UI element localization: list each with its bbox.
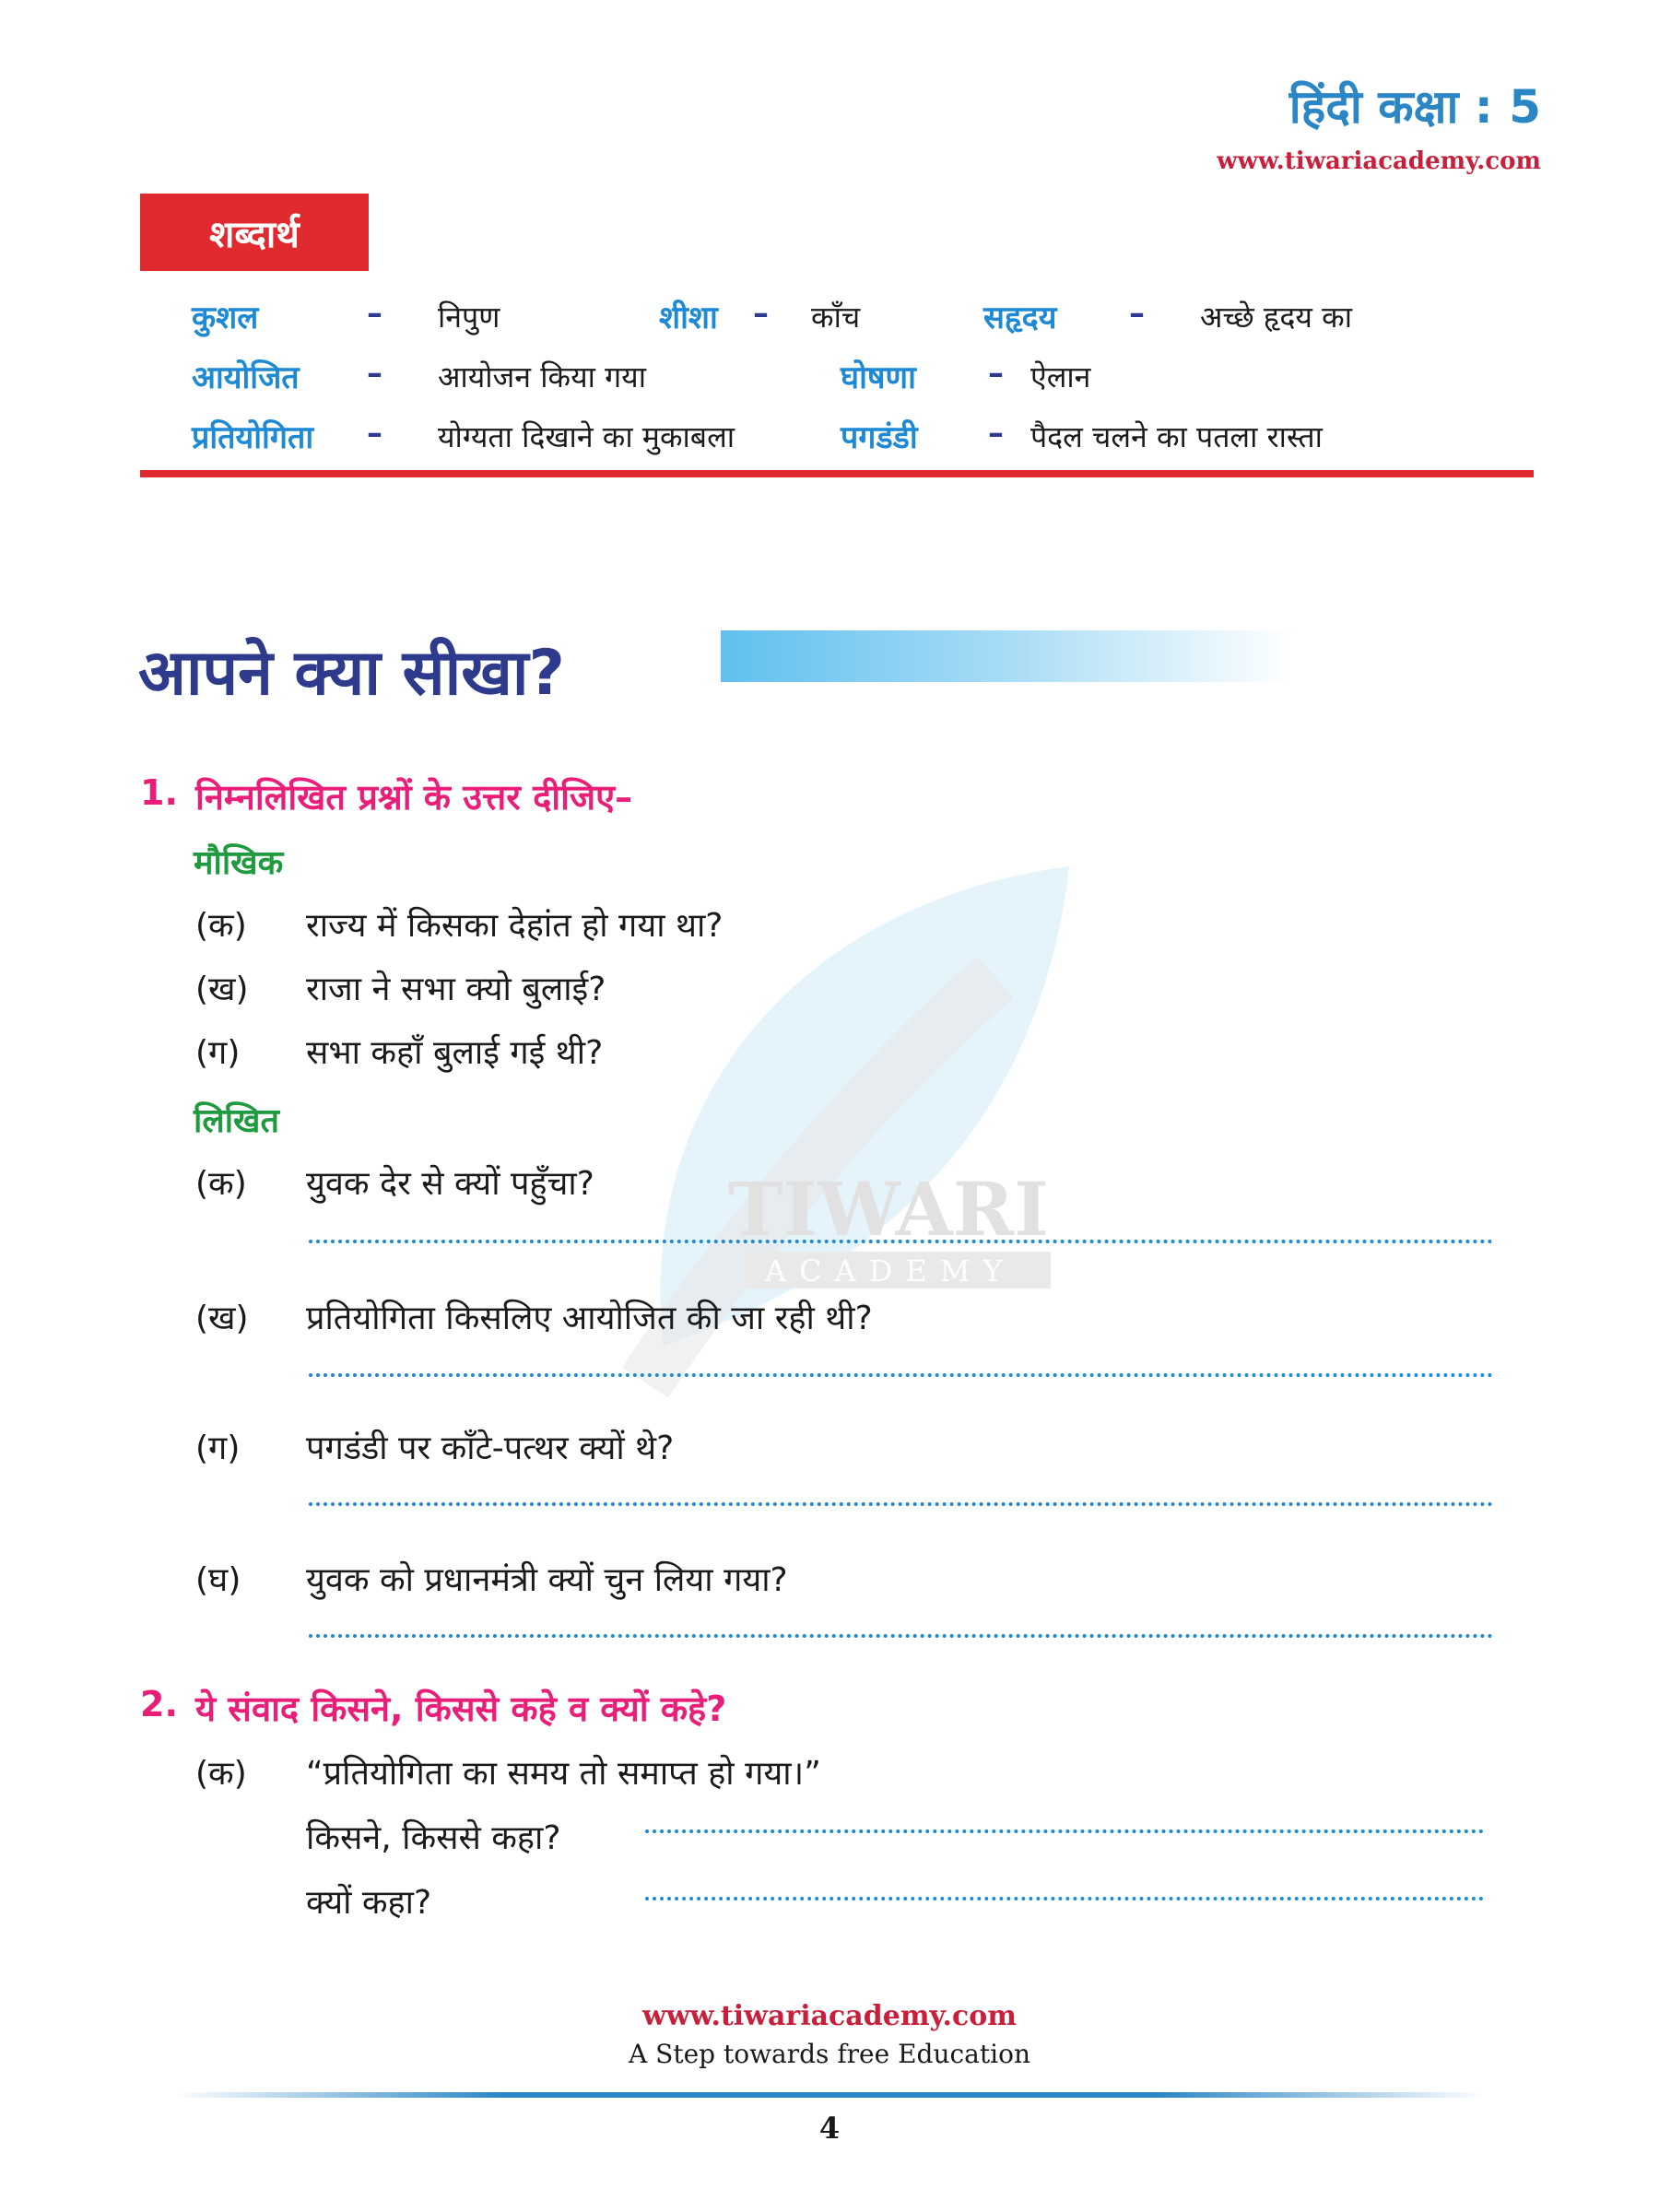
watermark-sub: ACADEMY — [765, 1253, 1016, 1288]
glossary-dash: – — [988, 355, 1004, 392]
watermark-brand: TIWARI — [728, 1166, 1049, 1253]
glossary-meaning: आयोजन किया गया — [438, 359, 646, 394]
section-title-bar — [721, 630, 1292, 682]
glossary-term: कुशल — [192, 300, 259, 336]
glossary-meaning: पैदल चलने का पतला रास्ता — [1030, 419, 1323, 454]
glossary-term: शीशा — [659, 300, 718, 336]
who-to-whom-prompt: किसने, किससे कहा? — [306, 1819, 561, 1857]
oral-question-text: राज्य में किसका देहांत हो गया था? — [306, 907, 724, 945]
written-question-text: युवक देर से क्यों पहुँचा? — [306, 1165, 594, 1203]
header-website[interactable]: www.tiwariacademy.com — [1217, 147, 1541, 175]
answer-line[interactable] — [309, 1240, 1493, 1243]
glossary-dash: – — [367, 295, 382, 332]
glossary-meaning: निपुण — [438, 300, 500, 335]
glossary-dash: – — [988, 415, 1004, 452]
glossary-dash: – — [1129, 295, 1145, 332]
glossary-term: पगडंडी — [841, 419, 918, 456]
written-question-label: (ग) — [195, 1430, 241, 1467]
written-question-label: (ख) — [195, 1300, 249, 1337]
glossary-dash: – — [753, 295, 769, 332]
question-2-text: ये संवाद किसने, किससे कहे व क्यों कहे? — [195, 1688, 727, 1729]
glossary-term: घोषणा — [841, 359, 916, 396]
written-question-label: (क) — [195, 1165, 247, 1203]
glossary-term: आयोजित — [192, 359, 300, 396]
dialogue-label: (क) — [195, 1755, 247, 1793]
class-title: हिंदी कक्षा : 5 — [1288, 80, 1541, 134]
glossary-dash: – — [367, 415, 382, 452]
section-title: आपने क्या सीखा? — [138, 637, 565, 710]
footer-website[interactable]: www.tiwariacademy.com — [641, 2000, 1018, 2032]
page-number: 4 — [818, 2111, 841, 2146]
answer-line[interactable] — [309, 1634, 1493, 1638]
answer-line[interactable] — [309, 1373, 1493, 1377]
written-question-text: युवक को प्रधानमंत्री क्यों चुन लिया गया? — [306, 1561, 788, 1599]
footer-tagline: A Step towards free Education — [629, 2039, 1030, 2069]
written-heading: लिखित — [194, 1102, 280, 1140]
answer-line[interactable] — [645, 1897, 1484, 1900]
oral-question-label: (ग) — [195, 1034, 241, 1072]
written-question-text: पगडंडी पर काँटे-पत्थर क्यों थे? — [306, 1430, 675, 1467]
answer-line[interactable] — [309, 1502, 1493, 1506]
oral-question-text: राजा ने सभा क्यो बुलाई? — [306, 971, 606, 1008]
answer-line[interactable] — [645, 1830, 1484, 1833]
written-question-text: प्रतियोगिता किसलिए आयोजित की जा रही थी? — [306, 1300, 873, 1337]
glossary-term: सहृदय — [983, 300, 1057, 336]
question-1-number: 1. — [140, 772, 178, 813]
written-question-label: (घ) — [195, 1561, 241, 1599]
question-1-text: निम्नलिखित प्रश्नों के उत्तर दीजिए– — [195, 777, 633, 818]
why-prompt: क्यों कहा? — [306, 1884, 432, 1922]
question-2-number: 2. — [140, 1684, 178, 1724]
glossary-heading: शब्दार्थ — [140, 194, 369, 271]
oral-question-text: सभा कहाँ बुलाई गई थी? — [306, 1034, 604, 1072]
footer-divider — [175, 2092, 1484, 2098]
glossary-meaning: ऐलान — [1030, 359, 1091, 394]
glossary-meaning: अच्छे हृदय का — [1200, 300, 1353, 335]
dialogue-quote: “प्रतियोगिता का समय तो समाप्त हो गया।” — [306, 1755, 821, 1793]
glossary-term: प्रतियोगिता — [192, 419, 314, 456]
oral-heading: मौखिक — [194, 844, 284, 882]
oral-question-label: (क) — [195, 907, 247, 945]
glossary-meaning: काँच — [811, 300, 861, 335]
oral-question-label: (ख) — [195, 971, 249, 1008]
glossary-meaning: योग्यता दिखाने का मुकाबला — [438, 419, 735, 454]
glossary-divider — [140, 470, 1534, 477]
glossary-dash: – — [367, 355, 382, 392]
